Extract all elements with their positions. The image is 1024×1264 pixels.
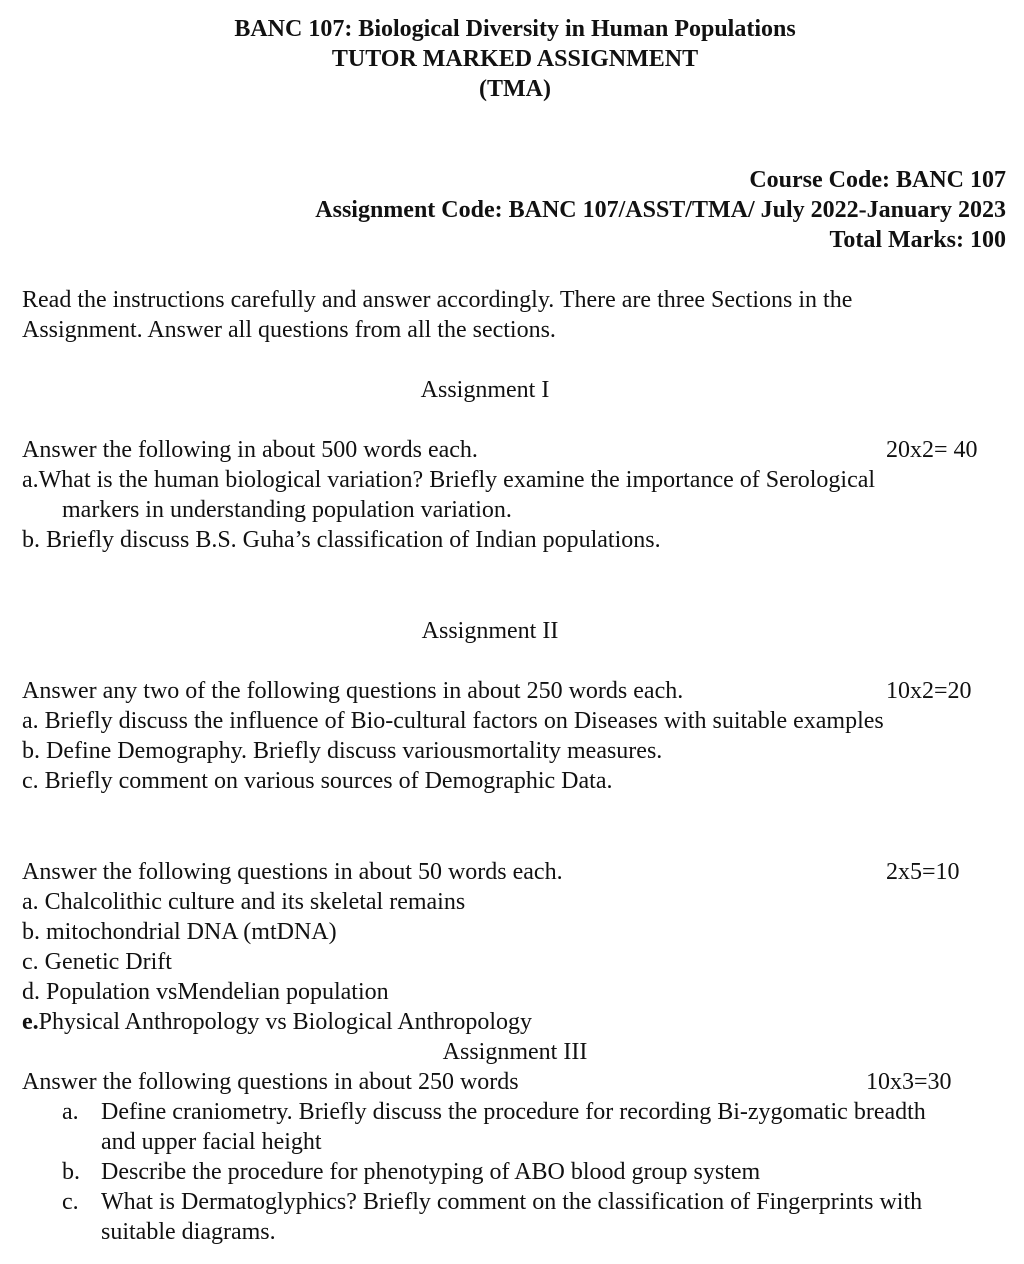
section-2-heading: Assignment II xyxy=(421,618,559,644)
section-1-prompt: Answer the following in about 500 words each. xyxy=(22,437,478,463)
short-answer-e-text: Physical Anthropology vs Biological Anthropology xyxy=(38,1009,532,1035)
section-2-prompt: Answer any two of the following questions in about 250 words each. xyxy=(22,678,684,704)
short-answer-b: b. mitochondrial DNA (mtDNA) xyxy=(22,919,337,945)
question-3c-line-2: suitable diagrams. xyxy=(101,1219,276,1245)
short-answer-e-letter: e. xyxy=(22,1009,39,1035)
question-3c-letter: c. xyxy=(62,1189,79,1215)
question-3a-line-2: and upper facial height xyxy=(101,1129,322,1155)
short-answer-d: d. Population vsMendelian population xyxy=(22,979,389,1005)
assignment-code: Assignment Code: BANC 107/ASST/TMA/ July 2022-January 2023 xyxy=(315,197,1006,223)
question-1a-line-2: markers in understanding population variation. xyxy=(62,497,512,523)
short-answer-prompt: Answer the following questions in about 50 words each. xyxy=(22,859,563,885)
section-3-heading: Assignment III xyxy=(442,1039,588,1065)
short-answer-e xyxy=(22,1007,532,1037)
instructions-line-1: Read the instructions carefully and answer accordingly. There are three Sections in the xyxy=(22,287,853,313)
short-answer-marks: 2x5=10 xyxy=(886,859,960,885)
total-marks: Total Marks: 100 xyxy=(829,227,1006,253)
question-1b: b. Briefly discuss B.S. Guha’s classification of Indian populations. xyxy=(22,527,661,553)
question-1a-line-1: a.What is the human biological variation? Briefly examine the importance of Serological xyxy=(22,467,876,493)
question-3b: Describe the procedure for phenotyping of ABO blood group system xyxy=(101,1159,761,1185)
section-1-marks: 20x2= 40 xyxy=(886,437,978,463)
section-1-heading: Assignment I xyxy=(420,377,550,403)
section-2-marks: 10x2=20 xyxy=(886,678,972,704)
question-3a-line-1: Define craniometry. Briefly discuss the procedure for recording Bi-zygomatic breadth xyxy=(101,1099,926,1125)
question-2c: c. Briefly comment on various sources of Demographic Data. xyxy=(22,768,613,794)
section-3-marks: 10x3=30 xyxy=(866,1069,952,1095)
question-2b: b. Define Demography. Briefly discuss variousmortality measures. xyxy=(22,738,663,764)
page-title: BANC 107: Biological Diversity in Human Populations xyxy=(234,16,796,42)
short-answer-a: a. Chalcolithic culture and its skeletal remains xyxy=(22,889,466,915)
section-3-prompt: Answer the following questions in about 250 words xyxy=(22,1069,519,1095)
instructions-line-2: Assignment. Answer all questions from all the sections. xyxy=(22,317,556,343)
question-3c-line-1: What is Dermatoglyphics? Briefly comment on the classification of Fingerprints with xyxy=(101,1189,923,1215)
course-code: Course Code: BANC 107 xyxy=(749,167,1006,193)
question-3b-letter: b. xyxy=(62,1159,80,1185)
page-subtitle: TUTOR MARKED ASSIGNMENT xyxy=(331,46,699,72)
page-abbrev: (TMA) xyxy=(479,76,551,102)
short-answer-c: c. Genetic Drift xyxy=(22,949,172,975)
question-3a-letter: a. xyxy=(62,1099,79,1125)
question-2a: a. Briefly discuss the influence of Bio-cultural factors on Diseases with suitable examples xyxy=(22,708,884,734)
